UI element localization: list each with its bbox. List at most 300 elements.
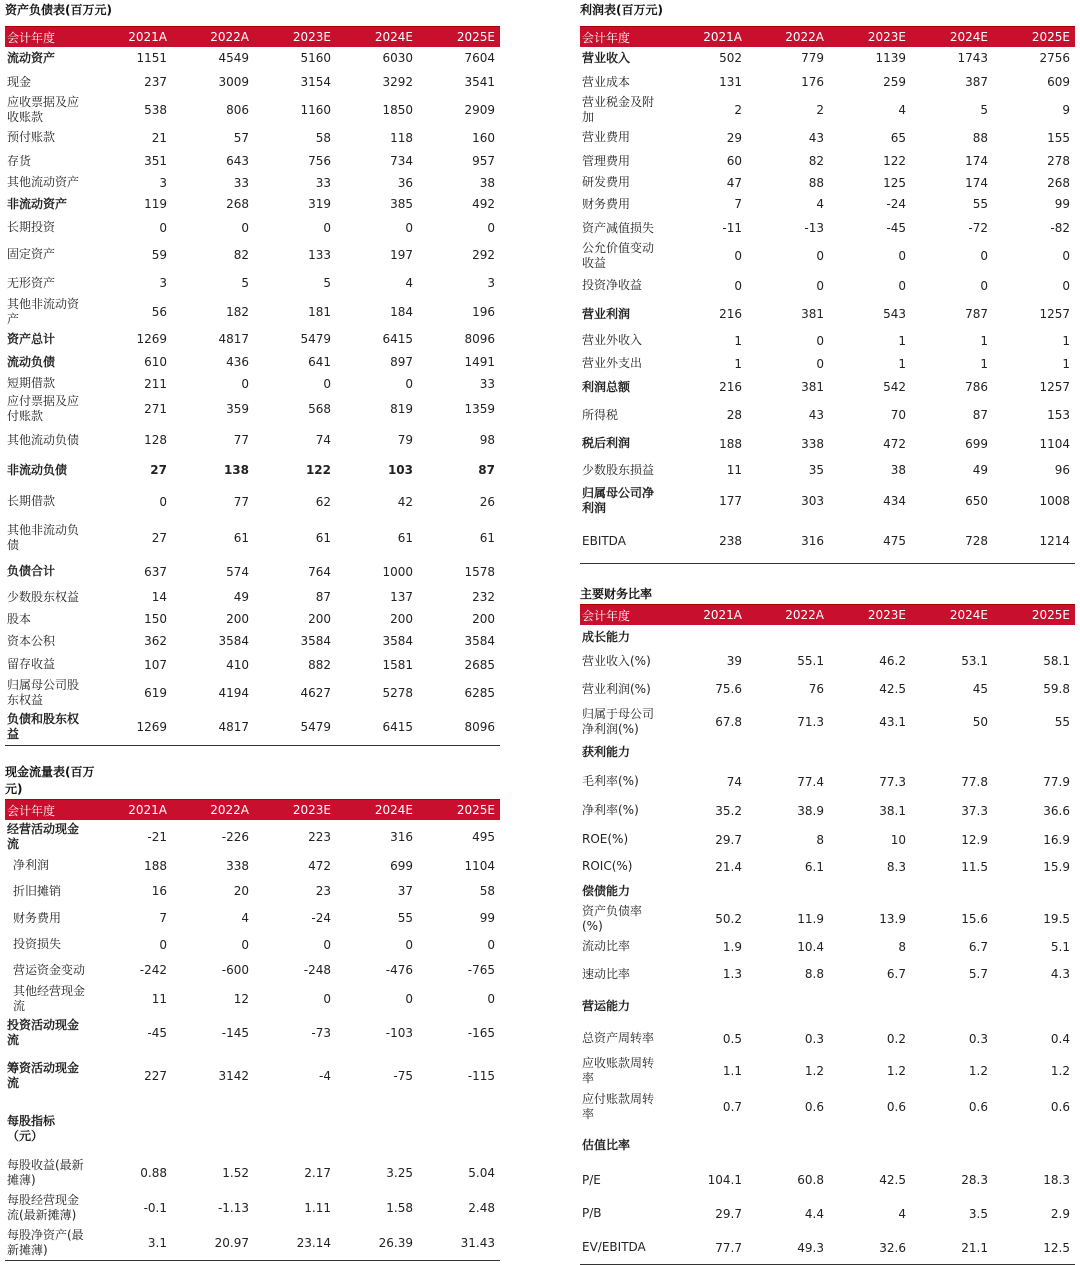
cell-value: 58 bbox=[479, 884, 495, 898]
cell-value: 27 bbox=[151, 531, 167, 545]
cell-value: 1 bbox=[1062, 333, 1070, 348]
cell-value: 10 bbox=[890, 832, 906, 847]
row-label: 应付账款周转率 bbox=[582, 1092, 655, 1121]
cell-value: 0 bbox=[405, 937, 413, 952]
table-row bbox=[5, 519, 500, 557]
cell-value: 65 bbox=[890, 130, 906, 145]
row-label: 现金 bbox=[7, 74, 32, 89]
cell-value: 2685 bbox=[464, 657, 495, 672]
cell-value: 43 bbox=[808, 408, 824, 422]
cell-value: 0 bbox=[898, 278, 906, 293]
table-row bbox=[5, 1015, 500, 1050]
cell-value: 4 bbox=[405, 276, 413, 290]
cell-value: 6415 bbox=[382, 720, 413, 734]
cell-value: 61 bbox=[315, 531, 331, 545]
row-label: 流动比率 bbox=[582, 939, 631, 953]
cell-value: 49.3 bbox=[797, 1240, 824, 1255]
cell-value: 74 bbox=[726, 774, 742, 789]
cell-value: 62 bbox=[315, 494, 331, 509]
cell-value: 1 bbox=[898, 356, 906, 371]
cell-value: 1104 bbox=[1039, 436, 1070, 451]
cell-value: 0.4 bbox=[1050, 1031, 1070, 1046]
header-label: 会计年度 bbox=[582, 30, 631, 45]
cell-value: 87 bbox=[478, 463, 495, 477]
table-row bbox=[5, 215, 500, 240]
cell-value: 43 bbox=[808, 130, 824, 145]
table-row bbox=[5, 630, 500, 652]
cell-value: 31.43 bbox=[460, 1235, 495, 1250]
cell-value: 734 bbox=[390, 154, 413, 168]
cell-value: 8096 bbox=[464, 332, 495, 346]
cell-value: -13 bbox=[804, 221, 824, 235]
cell-value: 5.1 bbox=[1050, 939, 1070, 954]
cell-value: 492 bbox=[472, 197, 495, 211]
cell-value: 472 bbox=[308, 858, 331, 873]
ratios-title: 主要财务比率 bbox=[580, 587, 653, 601]
cell-value: 3009 bbox=[218, 75, 249, 89]
cell-value: 4 bbox=[898, 1206, 906, 1221]
table-header bbox=[580, 26, 1075, 47]
cell-value: 0 bbox=[816, 356, 824, 371]
cell-value: 475 bbox=[883, 534, 906, 548]
cell-value: 56 bbox=[151, 305, 167, 319]
cell-value: 3.5 bbox=[968, 1206, 988, 1221]
table-row bbox=[5, 557, 500, 586]
cell-value: -103 bbox=[385, 1025, 413, 1040]
table-bottom-rule bbox=[5, 1260, 500, 1261]
cell-value: 0 bbox=[323, 992, 331, 1006]
cell-value: 0 bbox=[159, 937, 167, 952]
cell-value: 37.3 bbox=[961, 803, 988, 818]
cell-value: 11 bbox=[151, 992, 167, 1006]
cell-value: 9 bbox=[1062, 103, 1070, 117]
cell-value: 45 bbox=[972, 682, 988, 696]
cell-value: 14 bbox=[151, 590, 167, 604]
cell-value: 33 bbox=[479, 376, 495, 391]
cell-value: 5 bbox=[241, 276, 249, 290]
cell-value: 0.3 bbox=[804, 1031, 824, 1046]
cell-value: 137 bbox=[390, 590, 413, 604]
cell-value: 2.48 bbox=[468, 1200, 495, 1215]
cell-value: 36.6 bbox=[1043, 803, 1070, 818]
cell-value: 28 bbox=[726, 408, 742, 422]
cell-value: 1000 bbox=[382, 564, 413, 579]
cell-value: 806 bbox=[226, 103, 249, 117]
cell-value: 58 bbox=[315, 130, 331, 145]
row-label: 每股收益(最新摊薄) bbox=[7, 1157, 84, 1187]
cell-value: -476 bbox=[385, 963, 413, 977]
cell-value: 0 bbox=[323, 376, 331, 391]
cell-value: 96 bbox=[1054, 463, 1070, 477]
cell-value: 6030 bbox=[382, 51, 413, 65]
cell-value: 238 bbox=[719, 534, 742, 548]
row-label: 流动负债 bbox=[7, 354, 56, 369]
cell-value: 338 bbox=[801, 436, 824, 451]
cell-value: 495 bbox=[472, 829, 495, 844]
cell-value: 0 bbox=[159, 494, 167, 509]
table-row bbox=[580, 271, 1075, 300]
cell-value: 227 bbox=[144, 1069, 167, 1083]
table-row bbox=[580, 1054, 1075, 1087]
income-statement-title: 利润表(百万元) bbox=[580, 3, 663, 17]
cell-value: 957 bbox=[472, 154, 495, 168]
row-label: 非流动资产 bbox=[7, 196, 68, 211]
cell-value: 0 bbox=[241, 220, 249, 235]
cell-value: 0.88 bbox=[140, 1165, 167, 1180]
year-header: 2023E bbox=[292, 803, 331, 817]
cell-value: 55 bbox=[397, 911, 413, 925]
cell-value: 79 bbox=[397, 433, 413, 447]
cell-value: 0 bbox=[1062, 249, 1070, 263]
cell-value: 1.52 bbox=[222, 1165, 249, 1180]
cell-value: 50.2 bbox=[715, 912, 742, 926]
cell-value: 2 bbox=[734, 103, 742, 117]
cell-value: 3 bbox=[487, 276, 495, 290]
table-row bbox=[5, 652, 500, 677]
cell-value: 2909 bbox=[464, 103, 495, 117]
table-row bbox=[5, 853, 500, 878]
row-label: 资产减值损失 bbox=[582, 220, 655, 235]
cell-value: 756 bbox=[308, 154, 331, 168]
cell-value: 1 bbox=[1062, 356, 1070, 371]
cell-value: -11 bbox=[722, 221, 742, 235]
cell-value: 216 bbox=[719, 380, 742, 394]
cell-value: 61 bbox=[479, 531, 495, 545]
cell-value: 12.9 bbox=[961, 832, 988, 847]
cell-value: 98 bbox=[479, 433, 495, 447]
table-row bbox=[580, 796, 1075, 825]
balance-sheet-table bbox=[5, 26, 500, 746]
cell-value: 33 bbox=[315, 175, 331, 190]
income-statement-section bbox=[580, 2, 1075, 564]
cell-value: 5278 bbox=[382, 686, 413, 700]
section-heading-row bbox=[580, 1127, 1075, 1164]
row-label: 所得税 bbox=[582, 407, 619, 422]
cell-value: 381 bbox=[801, 380, 824, 394]
cell-value: 1269 bbox=[136, 332, 167, 346]
cell-value: 641 bbox=[308, 355, 331, 369]
cell-value: 0 bbox=[405, 220, 413, 235]
cell-value: 181 bbox=[308, 305, 331, 319]
cell-value: 38.1 bbox=[879, 803, 906, 818]
cell-value: 23.14 bbox=[296, 1235, 331, 1250]
row-label: 归属母公司净利润 bbox=[582, 486, 655, 515]
table-row bbox=[580, 172, 1075, 193]
year-header: 2022A bbox=[785, 30, 824, 44]
section-heading-row bbox=[5, 1102, 500, 1155]
cell-value: 1.1 bbox=[722, 1063, 742, 1078]
cell-value: 819 bbox=[390, 402, 413, 416]
row-label: 管理费用 bbox=[582, 153, 631, 168]
cell-value: 36 bbox=[397, 175, 413, 190]
table-row bbox=[5, 957, 500, 983]
cell-value: 55 bbox=[972, 197, 988, 211]
table-row bbox=[580, 673, 1075, 705]
cell-value: 0.7 bbox=[722, 1100, 742, 1114]
cell-value: 434 bbox=[883, 494, 906, 508]
cell-value: 5 bbox=[323, 276, 331, 290]
row-label: 营业费用 bbox=[582, 130, 631, 144]
cell-value: 42 bbox=[397, 494, 413, 509]
table-row bbox=[5, 269, 500, 297]
year-header: 2023E bbox=[292, 30, 331, 44]
cell-value: -765 bbox=[467, 963, 495, 977]
row-label: 其他非流动负债 bbox=[7, 523, 80, 552]
cell-value: 200 bbox=[390, 612, 413, 626]
cell-value: 1008 bbox=[1039, 494, 1070, 508]
cell-value: 0.6 bbox=[804, 1100, 824, 1114]
cell-value: 0 bbox=[980, 278, 988, 293]
cell-value: -248 bbox=[303, 963, 331, 977]
row-label: 投资净收益 bbox=[582, 278, 643, 292]
cell-value: 1 bbox=[980, 333, 988, 348]
cell-value: 268 bbox=[226, 197, 249, 211]
cell-value: 42.5 bbox=[879, 682, 906, 696]
table-row bbox=[580, 1196, 1075, 1231]
cell-value: 0 bbox=[1062, 278, 1070, 293]
row-label: EV/EBITDA bbox=[582, 1240, 646, 1254]
cell-value: -75 bbox=[393, 1069, 413, 1083]
cell-value: 699 bbox=[390, 858, 413, 873]
cell-value: 118 bbox=[390, 130, 413, 145]
cell-value: 1214 bbox=[1039, 534, 1070, 548]
row-label: 长期投资 bbox=[7, 220, 56, 234]
cell-value: 4817 bbox=[218, 332, 249, 346]
table-row bbox=[5, 456, 500, 484]
table-row bbox=[5, 172, 500, 193]
cell-value: 20.97 bbox=[214, 1235, 249, 1250]
table-row bbox=[5, 484, 500, 519]
cell-value: 0 bbox=[241, 937, 249, 952]
cell-value: 1139 bbox=[875, 51, 906, 65]
cell-value: 125 bbox=[883, 175, 906, 190]
cell-value: 55.1 bbox=[797, 654, 824, 668]
cell-value: 60 bbox=[726, 154, 742, 168]
cell-value: 23 bbox=[315, 884, 331, 898]
cell-value: 5479 bbox=[300, 332, 331, 346]
table-row bbox=[5, 69, 500, 95]
row-label: 经营活动现金流 bbox=[7, 821, 80, 851]
cell-value: 385 bbox=[390, 197, 413, 211]
row-label: 公允价值变动收益 bbox=[582, 241, 655, 270]
table-row bbox=[5, 608, 500, 630]
row-label: 归属母公司股东权益 bbox=[7, 678, 80, 707]
cell-value: 5479 bbox=[300, 720, 331, 734]
cell-value: 5160 bbox=[300, 51, 331, 65]
row-label: 短期借款 bbox=[7, 376, 56, 390]
row-label: 速动比率 bbox=[582, 966, 631, 981]
cell-value: 619 bbox=[144, 686, 167, 700]
cell-value: 42.5 bbox=[879, 1173, 906, 1187]
table-row bbox=[580, 904, 1075, 934]
cell-value: -24 bbox=[886, 197, 906, 211]
row-label: 其他非流动资产 bbox=[7, 297, 80, 326]
cell-value: 188 bbox=[144, 858, 167, 873]
cell-value: 39 bbox=[726, 654, 742, 668]
cell-value: -115 bbox=[467, 1069, 495, 1083]
cell-value: 19.5 bbox=[1043, 912, 1070, 926]
row-label: 营业收入 bbox=[582, 50, 631, 65]
table-row bbox=[580, 47, 1075, 69]
cell-value: 37 bbox=[397, 884, 413, 898]
table-row bbox=[5, 904, 500, 932]
cell-value: 472 bbox=[883, 436, 906, 451]
cell-value: 0 bbox=[405, 376, 413, 391]
cell-value: 4 bbox=[816, 197, 824, 211]
cell-value: 0 bbox=[323, 220, 331, 235]
cell-value: 200 bbox=[308, 612, 331, 626]
cell-value: 1359 bbox=[464, 402, 495, 416]
cell-value: 88 bbox=[808, 175, 824, 190]
cell-value: 87 bbox=[315, 590, 331, 604]
row-label: 资产总计 bbox=[7, 331, 56, 346]
ratios-section bbox=[580, 586, 1075, 1265]
table-row bbox=[580, 705, 1075, 738]
cell-value: 21.4 bbox=[715, 859, 742, 874]
cell-value: 122 bbox=[883, 154, 906, 168]
table-row bbox=[5, 193, 500, 215]
cell-value: 6415 bbox=[382, 332, 413, 346]
cell-value: 1160 bbox=[300, 103, 331, 117]
table-row bbox=[580, 125, 1075, 150]
row-label: 每股净资产(最新摊薄) bbox=[7, 1227, 84, 1257]
cell-value: 28.3 bbox=[961, 1173, 988, 1187]
row-label: 净利率(%) bbox=[582, 803, 639, 817]
cell-value: -226 bbox=[221, 829, 249, 844]
cell-value: 237 bbox=[144, 75, 167, 89]
cell-value: 35 bbox=[808, 463, 824, 477]
cell-value: 4.4 bbox=[804, 1206, 824, 1221]
row-label: 营运能力 bbox=[582, 998, 631, 1013]
row-label: 归属于母公司净利润(%) bbox=[582, 706, 655, 736]
cell-value: 0 bbox=[487, 992, 495, 1006]
table-row bbox=[580, 328, 1075, 353]
year-header: 2025E bbox=[456, 803, 495, 817]
cell-value: 610 bbox=[144, 355, 167, 369]
row-label: 每股经营现金流(最新摊薄) bbox=[7, 1192, 80, 1222]
section-heading-row bbox=[580, 625, 1075, 649]
cell-value: 0.6 bbox=[886, 1100, 906, 1114]
cell-value: 150 bbox=[144, 612, 167, 626]
table-row bbox=[580, 1231, 1075, 1264]
cell-value: 1581 bbox=[382, 657, 413, 672]
year-header: 2021A bbox=[128, 803, 167, 817]
cell-value: 787 bbox=[965, 307, 988, 321]
row-label: 固定资产 bbox=[7, 247, 56, 261]
cell-value: 15.9 bbox=[1043, 859, 1070, 874]
cell-value: 70 bbox=[890, 408, 906, 422]
cell-value: 5 bbox=[980, 103, 988, 117]
table-row bbox=[5, 1155, 500, 1190]
table-row bbox=[580, 457, 1075, 483]
cell-value: 1104 bbox=[464, 858, 495, 873]
cash-flow-section bbox=[5, 764, 500, 1261]
cell-value: 259 bbox=[883, 75, 906, 89]
cell-value: 502 bbox=[719, 51, 742, 65]
cell-value: 119 bbox=[144, 197, 167, 211]
cell-value: 764 bbox=[308, 564, 331, 579]
row-label: 税后利润 bbox=[582, 436, 631, 450]
cell-value: 699 bbox=[965, 436, 988, 451]
table-row bbox=[580, 854, 1075, 879]
cell-value: 87 bbox=[972, 408, 988, 422]
cell-value: 29.7 bbox=[715, 1206, 742, 1221]
table-row bbox=[5, 240, 500, 269]
cell-value: 0.6 bbox=[968, 1100, 988, 1114]
cell-value: 4.3 bbox=[1050, 967, 1070, 981]
cell-value: 410 bbox=[226, 657, 249, 672]
row-label: 利润总额 bbox=[582, 379, 631, 394]
cell-value: 1 bbox=[734, 333, 742, 348]
cell-value: 278 bbox=[1047, 154, 1070, 168]
row-label: ROE(%) bbox=[582, 832, 629, 846]
table-row bbox=[5, 932, 500, 957]
cell-value: 3142 bbox=[218, 1069, 249, 1083]
cell-value: 176 bbox=[801, 75, 824, 89]
cell-value: 38.9 bbox=[797, 803, 824, 818]
cell-value: 1491 bbox=[464, 355, 495, 369]
cell-value: 351 bbox=[144, 154, 167, 168]
cell-value: 0 bbox=[405, 992, 413, 1006]
cell-value: 38 bbox=[479, 175, 495, 190]
cell-value: 0 bbox=[816, 333, 824, 348]
cell-value: 1.11 bbox=[304, 1200, 331, 1215]
cell-value: 26 bbox=[479, 494, 495, 509]
cell-value: 177 bbox=[719, 494, 742, 508]
cell-value: 197 bbox=[390, 247, 413, 262]
table-row bbox=[580, 483, 1075, 519]
cell-value: 67.8 bbox=[715, 714, 742, 729]
table-row bbox=[5, 983, 500, 1015]
row-label: 应收账款周转率 bbox=[582, 1055, 655, 1085]
cell-value: 6285 bbox=[464, 686, 495, 700]
cell-value: 76 bbox=[808, 682, 824, 696]
cell-value: 8096 bbox=[464, 720, 495, 734]
cell-value: 643 bbox=[226, 154, 249, 168]
balance-sheet-section bbox=[5, 2, 500, 746]
year-header: 2021A bbox=[128, 30, 167, 44]
row-label: 少数股东权益 bbox=[7, 589, 80, 604]
cell-value: -242 bbox=[139, 963, 167, 977]
cell-value: 155 bbox=[1047, 130, 1070, 145]
cell-value: 29.7 bbox=[715, 832, 742, 847]
cell-value: 35.2 bbox=[715, 803, 742, 818]
cell-value: 188 bbox=[719, 436, 742, 451]
table-row bbox=[5, 586, 500, 608]
cell-value: 174 bbox=[965, 175, 988, 190]
cell-value: 18.3 bbox=[1043, 1173, 1070, 1187]
row-label: 投资活动现金流 bbox=[7, 1017, 80, 1047]
cell-value: 104.1 bbox=[707, 1173, 742, 1187]
cell-value: 61 bbox=[397, 531, 413, 545]
row-label: 资产负债率(%) bbox=[582, 904, 643, 933]
cell-value: 128 bbox=[144, 433, 167, 447]
cell-value: 0.5 bbox=[722, 1031, 742, 1046]
cell-value: 138 bbox=[223, 463, 249, 477]
balance-sheet-title: 资产负债表(百万元) bbox=[5, 3, 112, 17]
year-header: 2022A bbox=[210, 30, 249, 44]
cell-value: 8 bbox=[816, 832, 824, 847]
section-heading-row bbox=[580, 738, 1075, 767]
cell-value: 316 bbox=[801, 534, 824, 548]
table-bottom-rule bbox=[5, 745, 500, 746]
cell-value: -4 bbox=[319, 1069, 331, 1083]
cell-value: 82 bbox=[808, 154, 824, 168]
cell-value: 3.1 bbox=[147, 1235, 167, 1250]
row-label: ROIC(%) bbox=[582, 859, 633, 873]
cell-value: 574 bbox=[226, 564, 249, 579]
cash-flow-table bbox=[5, 799, 500, 1261]
